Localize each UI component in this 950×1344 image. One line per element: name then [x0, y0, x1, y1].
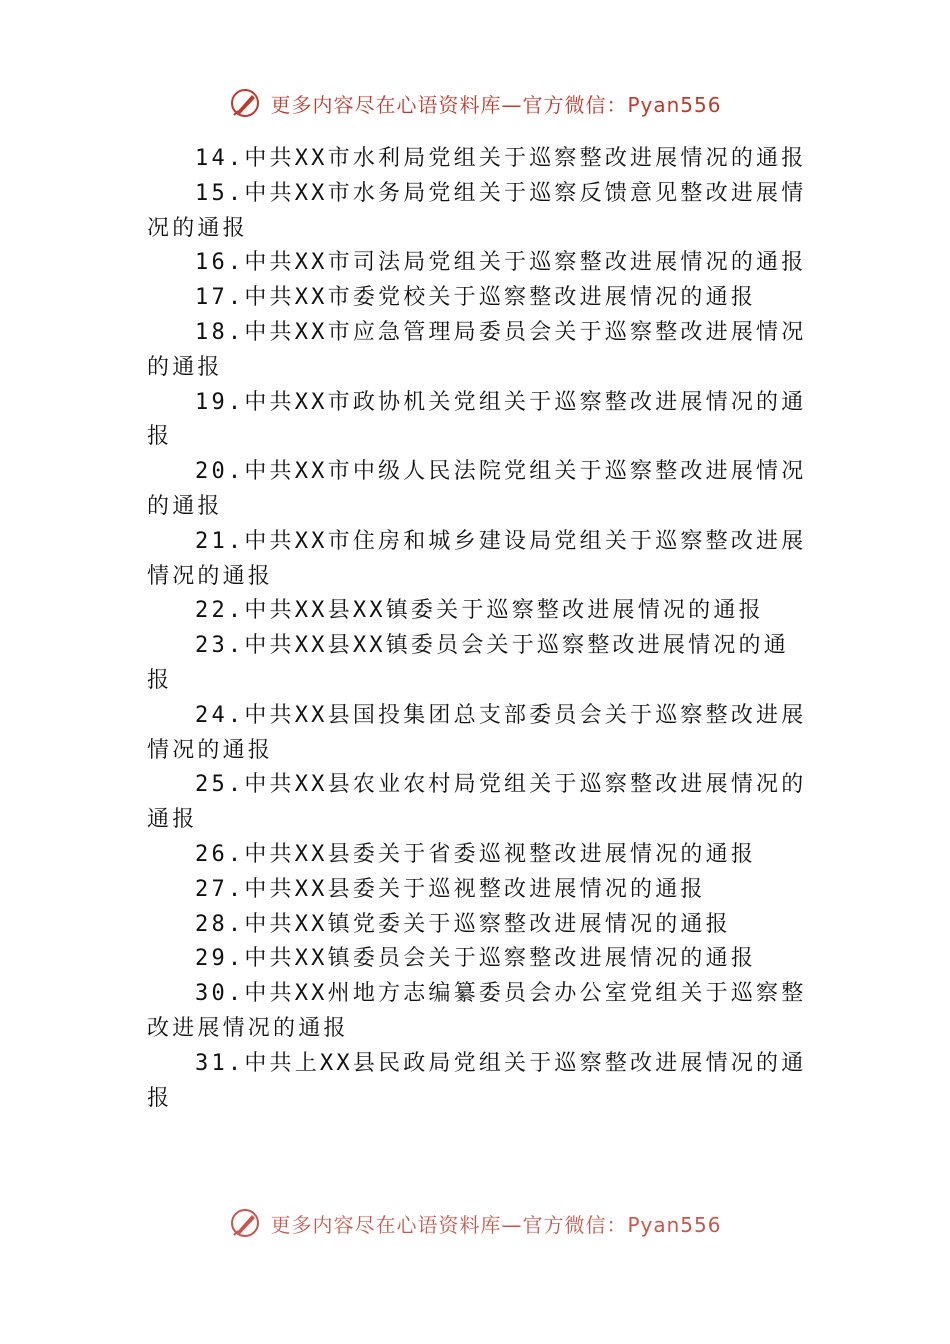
watermark-text: 更多内容尽在心语资料库—官方微信：Pyan556 — [270, 92, 722, 117]
list-item: 30.中共XX州地方志编纂委员会办公室党组关于巡察整改进展情况的通报 — [147, 981, 807, 1041]
pen-logo-icon — [228, 86, 262, 120]
list-item: 22.中共XX县XX镇委关于巡察整改进展情况的通报 — [195, 598, 764, 624]
list-item: 31.中共上XX县民政局党组关于巡察整改进展情况的通报 — [147, 1050, 807, 1111]
header-watermark — [0, 86, 950, 120]
list-item: 27.中共XX县委关于巡视整改进展情况的通报 — [195, 876, 706, 902]
list-item: 21.中共XX市住房和城乡建设局党组关于巡察整改进展情况的通报 — [147, 528, 807, 589]
list-item: 14.中共XX市水利局党组关于巡察整改进展情况的通报 — [195, 146, 807, 171]
watermark-text: 更多内容尽在心语资料库—官方微信：Pyan556 — [270, 1212, 722, 1237]
list-item: 28.中共XX镇党委关于巡察整改进展情况的通报 — [195, 911, 731, 937]
list-item: 23.中共XX县XX镇委员会关于巡察整改进展情况的通报 — [147, 633, 789, 693]
list-item: 16.中共XX市司法局党组关于巡察整改进展情况的通报 — [195, 250, 807, 276]
list-item: 20.中共XX市中级人民法院党组关于巡察整改进展情况的通报 — [147, 459, 807, 519]
list-item: 25.中共XX县农业农村局党组关于巡察整改进展情况的通报 — [147, 772, 807, 833]
list-item: 17.中共XX市委党校关于巡察整改进展情况的通报 — [195, 285, 757, 311]
list-item: 15.中共XX市水务局党组关于巡察反馈意见整改进展情况的通报 — [147, 180, 807, 241]
list-item: 18.中共XX市应急管理局委员会关于巡察整改进展情况的通报 — [147, 319, 807, 380]
footer-watermark — [0, 1206, 950, 1240]
pen-logo-icon — [228, 1206, 262, 1240]
list-item: 29.中共XX镇委员会关于巡察整改进展情况的通报 — [195, 946, 757, 972]
document-body — [147, 142, 807, 1116]
list-item: 26.中共XX县委关于省委巡视整改进展情况的通报 — [195, 841, 757, 867]
list-item: 24.中共XX县国投集团总支部委员会关于巡察整改进展情况的通报 — [147, 702, 807, 763]
list-item: 19.中共XX市政协机关党组关于巡察整改进展情况的通报 — [147, 389, 807, 450]
